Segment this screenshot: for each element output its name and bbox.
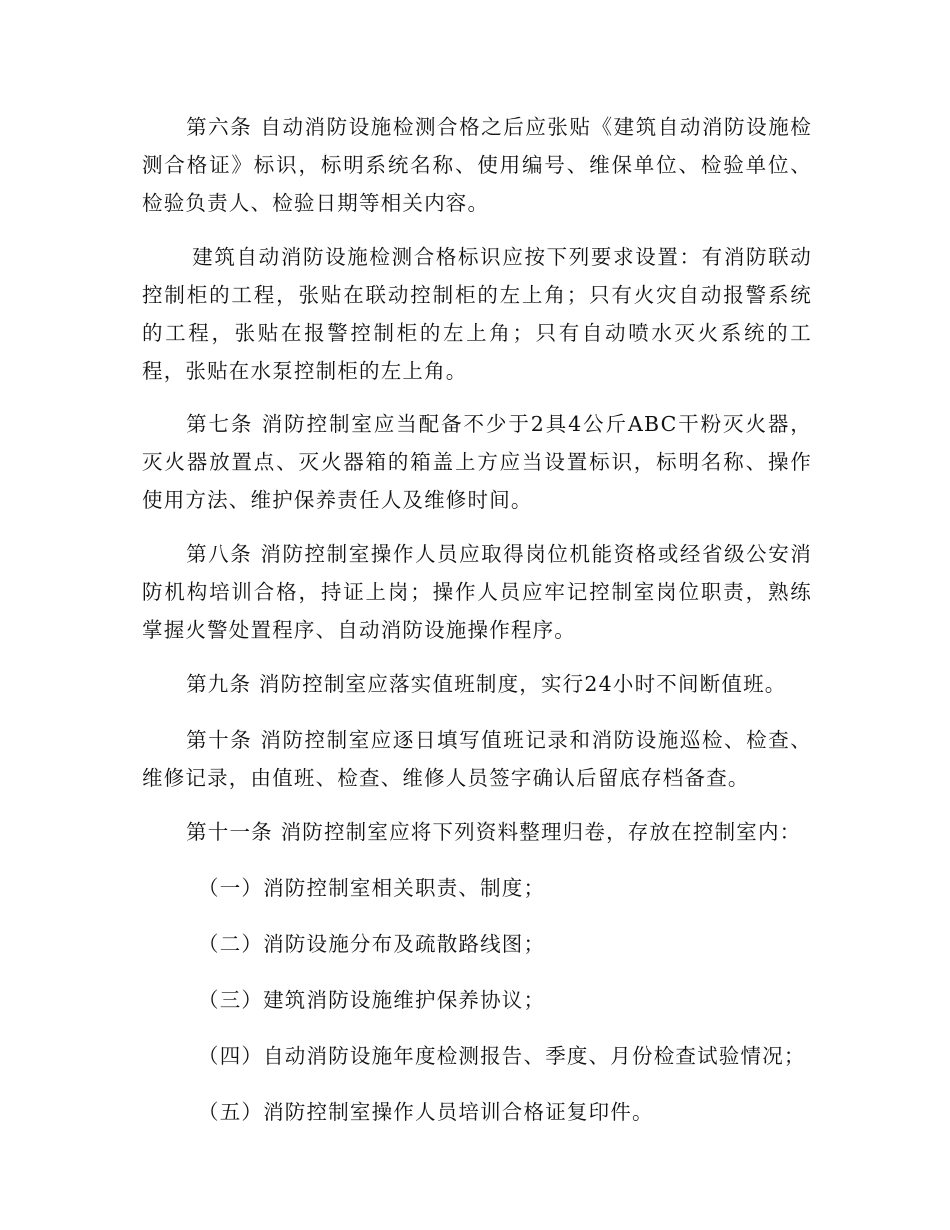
article-10: 第十条 消防控制室应逐日填写值班记录和消防设施巡检、检查、维修记录，由值班、检查、维修人员签字确认后留底存档备查。 <box>142 728 812 790</box>
list-item: （三）建筑消防设施维护保养协议； <box>198 988 546 1012</box>
article-6: 第六条 自动消防设施检测合格之后应张贴《建筑自动消防设施检测合格证》标识，标明系统名称、使用编号、维保单位、检验单位、检验负责人、检验日期等相关内容。 <box>142 115 812 215</box>
list-item: （五）消防控制室操作人员培训合格证复印件。 <box>198 1100 654 1124</box>
archive-materials-list <box>142 869 812 1131</box>
article-9: 第九条 消防控制室应落实值班制度，实行24小时不间断值班。 <box>186 672 787 696</box>
article-6-label-placement: 建筑自动消防设施检测合格标识应按下列要求设置：有消防联动控制柜的工程，张贴在联动控制柜的左上角；只有火灾自动报警系统的工程，张贴在报警控制柜的左上角；只有自动喷水灭火系统的工程，张贴在水泵控制柜的左上角。 <box>142 245 812 383</box>
article-11: 第十一条 消防控制室应将下列资料整理归卷，存放在控制室内： <box>186 820 802 844</box>
document-page <box>142 108 812 1149</box>
list-item: （四）自动消防设施年度检测报告、季度、月份检查试验情况； <box>198 1044 806 1068</box>
article-7: 第七条 消防控制室应当配备不少于2具4公斤ABC干粉灭火器，灭火器放置点、灭火器箱的箱盖上方应当设置标识，标明名称、操作使用方法、维护保养责任人及维修时间。 <box>142 412 812 512</box>
list-item: （二）消防设施分布及疏散路线图； <box>198 932 546 956</box>
list-item: （一）消防控制室相关职责、制度； <box>198 876 546 900</box>
article-8: 第八条 消防控制室操作人员应取得岗位机能资格或经省级公安消防机构培训合格，持证上岗；操作人员应牢记控制室岗位职责，熟练掌握火警处置程序、自动消防设施操作程序。 <box>142 542 812 642</box>
